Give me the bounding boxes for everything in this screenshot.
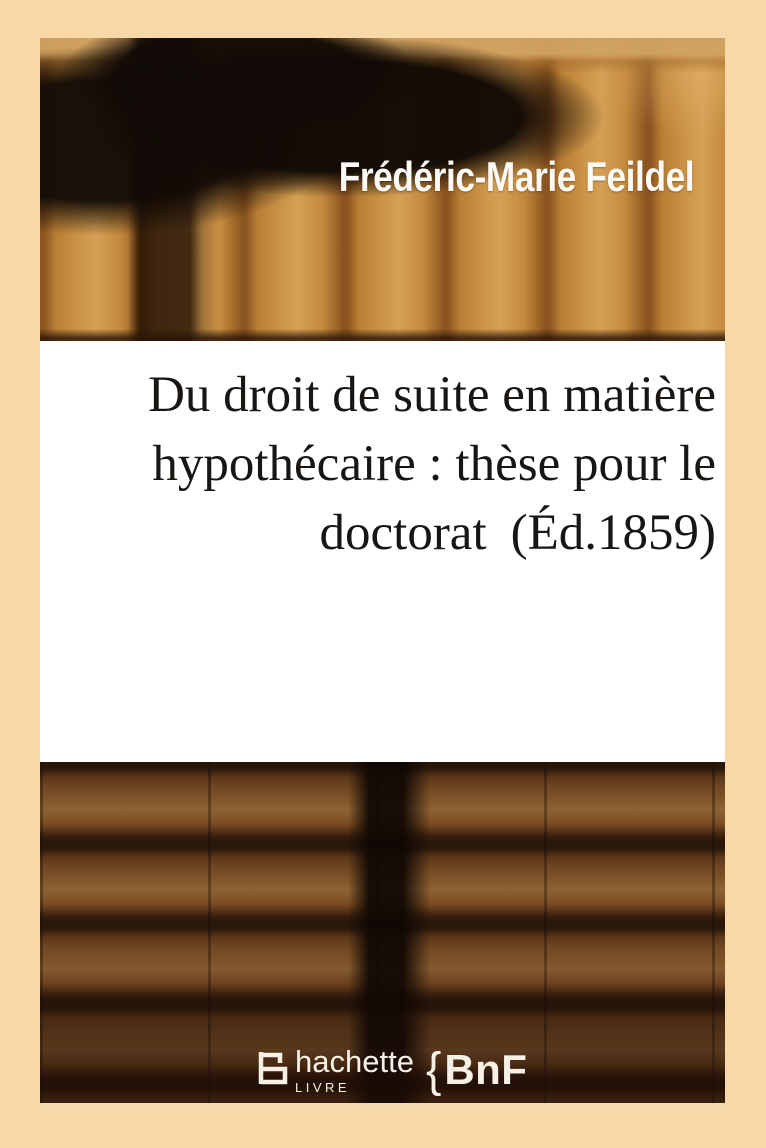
hachette-wordmark-group [295, 1046, 414, 1094]
bnf-logo [425, 1041, 528, 1097]
book-title [52, 361, 716, 568]
top-bookshelf-photo [40, 38, 725, 341]
title-line-1: Du droit de suite en matière [148, 367, 716, 423]
hachette-livre-logo [258, 1046, 414, 1094]
author-name: Frédéric-Marie Feildel [338, 153, 694, 200]
bottom-book-piles-photo [40, 762, 725, 1105]
hachette-livre-label: LIVRE [295, 1080, 351, 1095]
bnf-brace-icon: { [425, 1041, 442, 1097]
hachette-wordmark: hachette [295, 1044, 414, 1079]
publisher-logos [258, 1041, 528, 1097]
edition-year: (Éd.1859) [510, 505, 716, 561]
title-line-3 [52, 499, 716, 568]
hachette-square-h-icon [258, 1051, 289, 1085]
title-line-2: hypothécaire : thèse pour le [152, 436, 716, 492]
title-line-3-text: doctorat [319, 505, 487, 561]
bnf-wordmark: BnF [444, 1046, 528, 1093]
title-band [40, 341, 725, 762]
